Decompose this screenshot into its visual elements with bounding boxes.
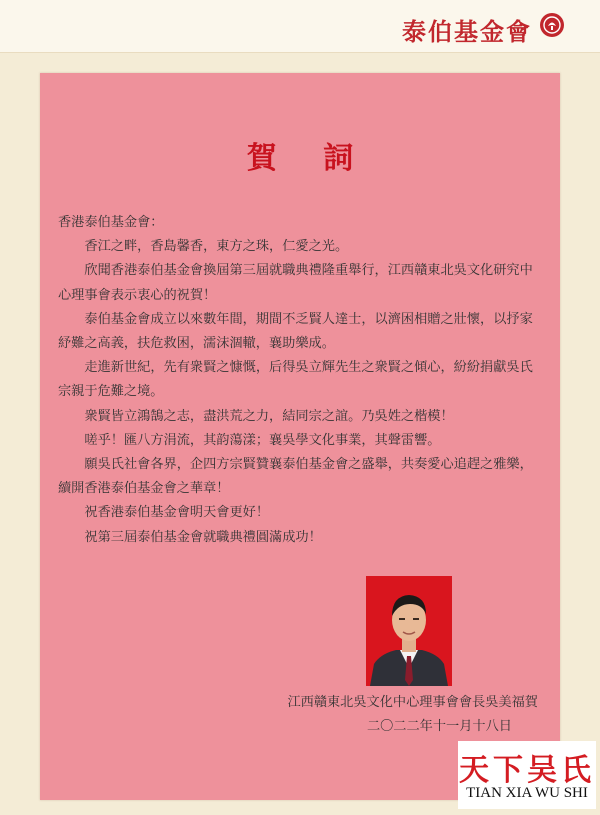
document-title: 賀 詞 <box>246 141 372 176</box>
paragraph: 祝香港泰伯基金會明天會更好！ <box>84 505 270 521</box>
paragraph: 祝第三屆泰伯基金會就職典禮圓滿成功！ <box>84 529 322 545</box>
watermark-chinese: 天下吴氏 <box>459 753 595 788</box>
header-bar <box>0 0 600 53</box>
author-portrait <box>366 576 452 686</box>
paragraph: 嗟乎！匯八方涓流，其韵蕩漾；襄吳學文化事業，其聲雷響。 <box>84 432 441 448</box>
paragraph: 欣聞香港泰伯基金會換屆第三屆就職典禮隆重舉行，江西贛東北吳文化研究中心理事會表示衷心的祝賀！ <box>58 263 533 303</box>
paragraph: 走進新世紀，先有衆賢之慷慨，后得吳立輝先生之衆賢之傾心，紛紛捐獻吳氏宗親于危難之境。 <box>58 360 533 400</box>
signature-block <box>287 691 538 739</box>
paragraph: 香江之畔，香島馨香，東方之珠，仁愛之光。 <box>84 239 349 255</box>
paragraph: 衆賢皆立鴻鵠之志，盡洪荒之力，結同宗之誼。乃吳姓之楷模！ <box>84 408 454 424</box>
site-watermark <box>458 741 596 809</box>
congratulation-card <box>40 73 560 800</box>
org-logo-text: 泰伯基金會 <box>402 17 532 46</box>
paragraph: 泰伯基金會成立以來數年間，期間不乏賢人達士，以濟困相贈之壯懷，以抒家紓難之高義，扶危救困，濡沫涸轍，襄助樂成。 <box>58 311 533 352</box>
watermark-english: TIAN XIA WU SHI <box>466 785 588 801</box>
foundation-emblem-icon <box>540 13 564 37</box>
salutation: 香港泰伯基金會： <box>58 215 164 230</box>
signature-line: 江西贛東北吳文化中心理事會會長吳美福賀 <box>287 695 538 710</box>
paragraph: 願吳氏社會各界，企四方宗賢贊襄泰伯基金會之盛舉，共奏愛心追趕之雅樂，續開香港泰伯基金會之華章！ <box>58 457 533 497</box>
document-body <box>58 211 544 550</box>
date-line: 二〇二二年十一月十八日 <box>366 719 512 734</box>
